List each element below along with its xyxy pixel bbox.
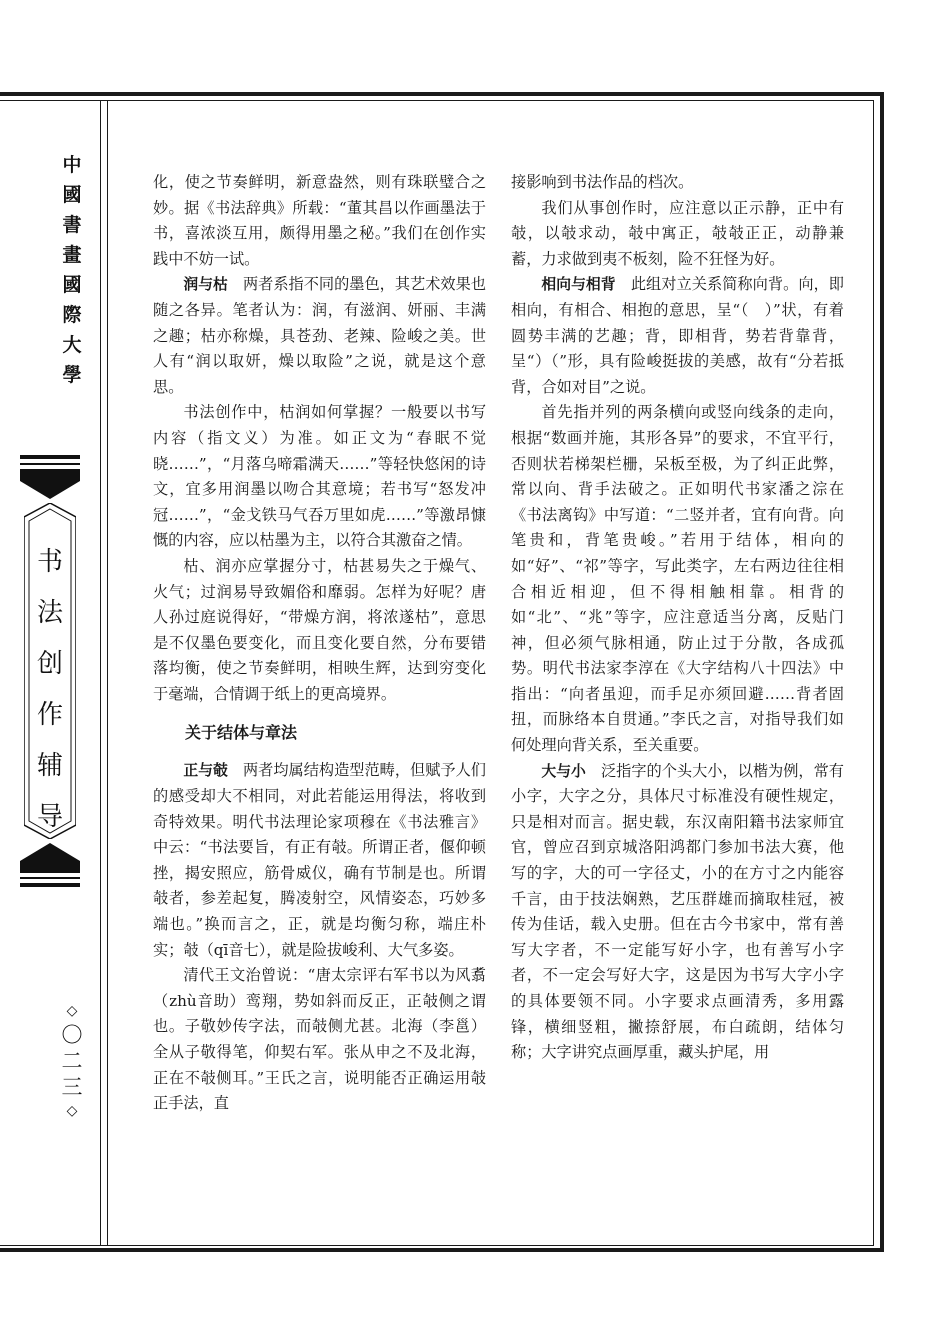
section-heading: 关于结体与章法 bbox=[185, 723, 298, 743]
paragraph: 接影响到书法作品的档次。 bbox=[511, 173, 694, 191]
page-digit: 三 bbox=[61, 1075, 83, 1099]
diamond-icon: ◇ bbox=[66, 1103, 78, 1119]
badge-cap-top bbox=[20, 455, 80, 499]
paragraph-body: 此组对立关系简称向背。向，即相向，有相合、相抱的意思，呈“（ ）”状，有着圆势丰满的艺趣；背，即相背，势若背靠背，呈“）（”形，具有险峻挺拔的美感，故有“分若抵背，合如对目”之说。 bbox=[511, 275, 844, 396]
paragraph: 首先指并列的两条横向或竖向线条的走向，根据“数画并施，其形各异”的要求，不宜平行，否则状若梯架栏栅，呆板至极，为了纠正此弊，常以向、背手法破之。正如明代书家潘之淙在《书法离钩》中写道：“二竖并者，宜有向背。向笔贵和，背笔贵峻。”若用于结体，相向的如“好”、“祁”等字，写此类字，左右两边往往相合相近相迎，但不得相触相靠。相背的如“北”、“兆”等字，应注意适当分离，反贴门神，但必须气脉相通，防止过于分散，各成孤势。明代书法家李淳在《大字结构八十四法》中指出：“向者虽迎，而手足亦须回避……背者固扭，而脉络本自贯通。”李氏之言，对指导我们如何处理向背关系，至关重要。 bbox=[511, 403, 844, 755]
brand-char: 學 bbox=[62, 364, 82, 386]
brand-char: 國 bbox=[62, 274, 82, 296]
section-char: 书 bbox=[36, 547, 63, 577]
paragraph bbox=[153, 758, 486, 963]
term-heading: 润与枯 bbox=[183, 276, 228, 294]
paragraph-body: 泛指字的个头大小，以楷为例，常有小字，大字之分，具体尺寸标准没有硬性规定，只是相对而言。据史载，东汉南阳籍书法家师宜官，曾应召到京城洛阳鸿都门参加书法大赛，他写的字，大的可一字径丈，小的在方寸之内能容千言，由于技法娴熟，艺压群雄而摘取桂冠，被传为佳话，载入史册。但在古今书家中，常有善写大字者，不一定能写好小字，也有善写小字者，不一定会写好大字，这是因为书写大字小字的具体要领不同。小字要求点画清秀，多用露锋，横细竖粗，撇捺舒展，布白疏朗，结体匀称；大字讲究点画厚重，藏头护尾，用 bbox=[511, 761, 844, 1062]
brand-char: 國 bbox=[62, 184, 82, 206]
publication-brand bbox=[52, 150, 92, 390]
paragraph bbox=[511, 759, 844, 1066]
paragraph: 清代王文治曾说：“唐太宗评右军书以为风翥（zhù音助）鸾翔，势如斜而反正，正攲侧之谓也。子敬妙传字法，而攲侧尤甚。北海（李邕）全从子敬得笔，仰契右军。张从申之不及北海，正在不攲侧耳。”王氏之言，说明能否正确运用攲正手法，直 bbox=[153, 966, 486, 1113]
term-heading: 正与攲 bbox=[183, 762, 228, 780]
left-column bbox=[153, 170, 486, 1117]
term-heading: 大与小 bbox=[541, 762, 586, 780]
paragraph: 我们从事创作时，应注意以正示静，正中有攲，以攲求动，攲中寓正，攲攲正正，动静兼蓄，力求做到夷不板刻，险不狂怪为好。 bbox=[511, 198, 844, 268]
section-char: 导 bbox=[36, 802, 63, 832]
section-char: 作 bbox=[36, 700, 63, 730]
page-digit: 〇 bbox=[61, 1023, 83, 1047]
section-char: 创 bbox=[36, 649, 63, 679]
section-char: 法 bbox=[36, 598, 63, 628]
brand-char: 中 bbox=[62, 154, 82, 176]
sidebar-rule-inner bbox=[107, 100, 108, 1246]
paragraph-body: 两者均属结构造型范畴，但赋予人们的感受却大不相同，对此若能运用得法，将收到奇特效果。明代书法理论家项穆在《书法雅言》中云：“书法要旨，有正有攲。所谓正者，偃仰顿挫，揭安照应，筋骨威仪，确有节制是也。所谓攲者，参差起复，腾凌射空，风情姿态，巧妙多端也。”换而言之，正，就是均衡匀称，端庄朴实；攲（qī音七），就是险拔峻利、大气多姿。 bbox=[153, 761, 486, 959]
paragraph: 书法创作中，枯润如何掌握？一般要以书写内容（指文义）为准。如正文为“春眠不觉晓……”，“月落乌啼霜满天……”等轻快悠闲的诗文，宜多用润墨以吻合其意境；若书写“怒发冲冠……”，“金戈铁马气吞万里如虎……”等激昂慷慨的内容，应以枯墨为主，以符合其激奋之情。 bbox=[153, 403, 486, 550]
paragraph: 枯、润亦应掌握分寸，枯甚易失之于燥气、火气；过润易导致媚俗和靡弱。怎样为好呢？唐人孙过庭说得好，“带燥方润，将浓遂枯”，意思是不仅墨色要变化，而且变化要自然，分布要错落均衡，使之节奏鲜明，相映生辉，达到穷变化于毫端，合情调于纸上的更高境界。 bbox=[153, 556, 486, 703]
badge-cap-bottom bbox=[20, 843, 80, 887]
section-char: 辅 bbox=[36, 751, 63, 781]
section-badge bbox=[20, 455, 80, 887]
term-heading: 相向与相背 bbox=[541, 276, 616, 294]
brand-char: 大 bbox=[62, 334, 82, 356]
brand-char: 際 bbox=[62, 304, 82, 326]
page-number bbox=[58, 1000, 86, 1122]
page-digit: 二 bbox=[61, 1049, 83, 1073]
brand-char: 畫 bbox=[62, 244, 82, 266]
right-column bbox=[511, 170, 844, 1066]
paragraph-body: 两者系指不同的墨色，其艺术效果也随之各异。笔者认为：润，有滋润、妍丽、丰满之趣；枯亦称燥，具苍劲、老辣、险峻之美。世人有“润以取妍，燥以取险”之说，就是这个意思。 bbox=[153, 275, 486, 396]
paragraph bbox=[511, 272, 844, 400]
sidebar-rule bbox=[100, 100, 101, 1246]
brand-char: 書 bbox=[62, 214, 82, 236]
section-title bbox=[20, 537, 80, 843]
paragraph bbox=[153, 272, 486, 400]
paragraph: 化，使之节奏鲜明，新意盎然，则有珠联璧合之妙。据《书法辞典》所载：“董其昌以作画墨法于书，喜浓淡互用，颇得用墨之秘。”我们在创作实践中不妨一试。 bbox=[153, 173, 486, 268]
diamond-icon: ◇ bbox=[66, 1003, 78, 1019]
